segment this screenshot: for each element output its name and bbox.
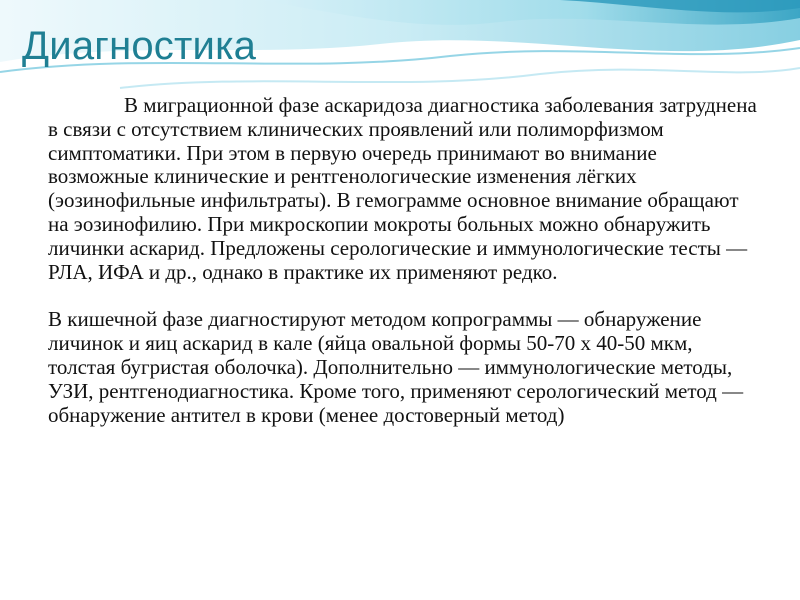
slide-title: Диагностика (22, 24, 257, 68)
paragraph-intestinal-phase: В кишечной фазе диагностируют методом копрограммы — обнаружение личинок и яиц аскарид в кале (яйца овальной формы 50-70 х 40-50 мкм, толстая бугристая оболочка). Дополнительно — иммунологические методы, УЗИ, рентгенодиагностика. Кроме того, применяют серологический метод — обнаружение антител в крови (менее достоверный метод) (48, 307, 744, 427)
paragraph-migration-phase: В миграционной фазе аскаридоза диагностика заболевания затруднена в связи с отсутствием клинических проявлений или полиморфизмом симптоматики. При этом в первую очередь принимают во внимание возможные клинические и рентгенологические изменения лёгких (эозинофильные инфильтраты). В гемограмме основное внимание обращают на эозинофилию. При микроскопии мокроты больных можно обнаружить личинки аскарид. Предложены серологические и иммунологические тесты — РЛА, ИФА и др., однако в практике их применяют редко. (48, 93, 757, 284)
slide-body (48, 94, 760, 427)
